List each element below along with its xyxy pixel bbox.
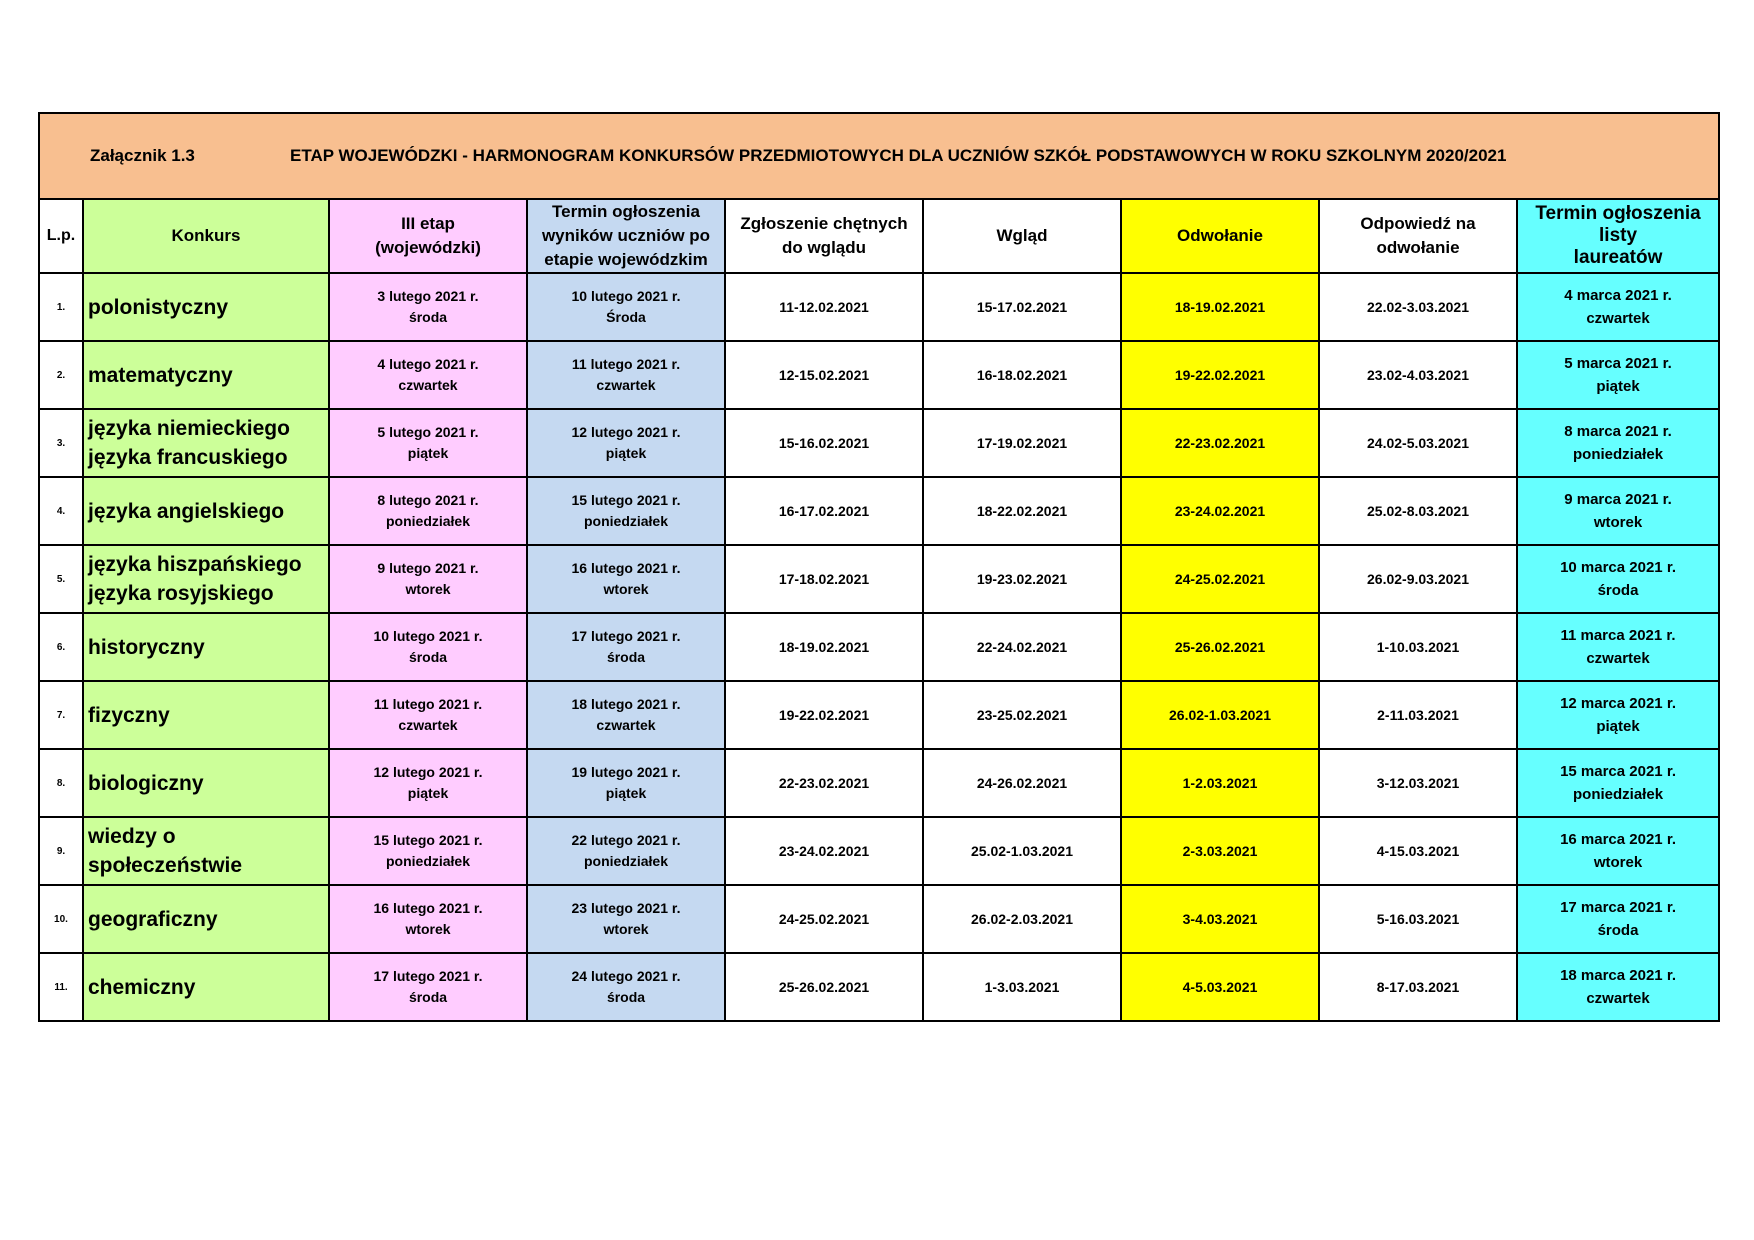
row-number (39, 953, 83, 1021)
laureates-date (1517, 613, 1719, 681)
appeal-date-text: 1-2.03.2021 (1182, 774, 1258, 791)
header-text-line: L.p. (46, 227, 76, 244)
appeal-response-date (1319, 409, 1517, 477)
inspection-date (923, 681, 1121, 749)
inspection-date (923, 749, 1121, 817)
inspection-date-text: 26.02-2.03.2021 (971, 910, 1073, 927)
laureates-date-text: 12 marca 2021 r. (1560, 695, 1676, 712)
table-row (39, 749, 1719, 817)
contest-name-text: języka francuskiego (88, 446, 288, 469)
results-date-text: wtorek (603, 921, 649, 937)
application-date-text: 19-22.02.2021 (778, 706, 870, 723)
table-row (39, 817, 1719, 885)
etap-date (329, 613, 527, 681)
laureates-date-text: 11 marca 2021 r. (1560, 627, 1676, 644)
results-date-text: 18 lutego 2021 r. (571, 696, 681, 712)
contest-name-text: języka angielskiego (88, 499, 285, 523)
header-text-line: Odpowiedź na (1360, 214, 1476, 233)
etap-date-text: 5 lutego 2021 r. (377, 424, 479, 440)
etap-date-text: 16 lutego 2021 r. (373, 900, 483, 916)
header-text-line: laureatów (1573, 247, 1663, 268)
results-date-text: 10 lutego 2021 r. (571, 288, 681, 304)
results-date-text: 24 lutego 2021 r. (571, 968, 681, 984)
laureates-date-text: wtorek (1593, 854, 1643, 871)
results-date-text: 12 lutego 2021 r. (571, 424, 681, 440)
etap-date (329, 409, 527, 477)
row-number-text: 5. (56, 573, 66, 585)
appeal-response-date-text: 8-17.03.2021 (1376, 978, 1460, 995)
table-row (39, 341, 1719, 409)
contest-name-text: języka niemieckiego (88, 417, 290, 440)
row-number (39, 477, 83, 545)
etap-date-text: czwartek (398, 717, 458, 733)
application-date (725, 681, 923, 749)
laureates-date-text: czwartek (1586, 650, 1650, 667)
laureates-date-text: wtorek (1593, 514, 1643, 531)
inspection-date-text: 18-22.02.2021 (976, 502, 1068, 519)
appeal-date (1121, 477, 1319, 545)
header-lp (39, 199, 83, 273)
etap-date-text: środa (408, 989, 448, 1005)
etap-date-text: środa (408, 649, 448, 665)
laureates-date (1517, 273, 1719, 341)
laureates-date (1517, 953, 1719, 1021)
application-date-text: 18-19.02.2021 (778, 638, 870, 655)
contest-name-text: wiedzy o społeczeństwie (88, 825, 243, 877)
laureates-date-text: poniedziałek (1573, 446, 1664, 463)
inspection-date-text: 19-23.02.2021 (976, 570, 1068, 587)
appeal-response-date-text: 26.02-9.03.2021 (1367, 570, 1469, 587)
laureates-date-text: piątek (1596, 378, 1640, 395)
row-number-text: 9. (56, 845, 66, 857)
application-date (725, 749, 923, 817)
etap-date-text: 15 lutego 2021 r. (373, 832, 483, 848)
row-number-text: 1. (56, 301, 66, 313)
header-text-line: listy (1599, 225, 1638, 246)
laureates-date-text: środa (1597, 582, 1639, 599)
laureates-date (1517, 885, 1719, 953)
inspection-date (923, 613, 1121, 681)
contest-name-text: języka rosyjskiego (88, 582, 274, 605)
appeal-response-date (1319, 273, 1517, 341)
annex-label: Załącznik 1.3 (90, 146, 195, 165)
row-number (39, 681, 83, 749)
contest-name (83, 273, 329, 341)
results-date-text: czwartek (596, 377, 656, 393)
appeal-date-text: 24-25.02.2021 (1174, 570, 1266, 587)
header-text-line: Termin ogłoszenia (552, 202, 700, 221)
contest-name (83, 749, 329, 817)
application-date (725, 817, 923, 885)
table-row (39, 953, 1719, 1021)
contest-name-text: historyczny (88, 635, 205, 659)
row-number (39, 613, 83, 681)
laureates-date-text: 17 marca 2021 r. (1560, 899, 1676, 916)
etap-date (329, 545, 527, 613)
laureates-date (1517, 409, 1719, 477)
application-date-text: 25-26.02.2021 (778, 978, 870, 995)
application-date-text: 22-23.02.2021 (778, 774, 870, 791)
results-date-text: poniedziałek (583, 513, 669, 529)
inspection-date-text: 1-3.03.2021 (984, 978, 1060, 995)
header-zgloszenie (725, 199, 923, 273)
column-header-row (39, 199, 1719, 273)
results-date-text: Środa (606, 309, 646, 325)
laureates-date-text: czwartek (1586, 310, 1650, 327)
results-date-text: 17 lutego 2021 r. (571, 628, 681, 644)
row-number (39, 273, 83, 341)
laureates-date (1517, 817, 1719, 885)
inspection-date-text: 24-26.02.2021 (976, 774, 1068, 791)
application-date-text: 11-12.02.2021 (779, 298, 869, 315)
contest-name (83, 953, 329, 1021)
appeal-response-date (1319, 545, 1517, 613)
appeal-date-text: 3-4.03.2021 (1182, 910, 1258, 927)
appeal-response-date-text: 24.02-5.03.2021 (1367, 434, 1469, 451)
laureates-date-text: 10 marca 2021 r. (1560, 559, 1676, 576)
application-date (725, 613, 923, 681)
laureates-date-text: 9 marca 2021 r. (1564, 491, 1672, 508)
appeal-response-date (1319, 681, 1517, 749)
inspection-date (923, 885, 1121, 953)
laureates-date (1517, 341, 1719, 409)
results-date (527, 409, 725, 477)
appeal-response-date (1319, 477, 1517, 545)
appeal-date-text: 23-24.02.2021 (1174, 502, 1266, 519)
header-text-line: Odwołanie (1177, 226, 1263, 245)
application-date (725, 953, 923, 1021)
header-text-line: (wojewódzki) (375, 238, 481, 257)
laureates-date (1517, 749, 1719, 817)
etap-date (329, 477, 527, 545)
header-text-line: Zgłoszenie chętnych (740, 214, 908, 233)
schedule-table (38, 112, 1720, 1022)
header-wglad (923, 199, 1121, 273)
inspection-date (923, 341, 1121, 409)
laureates-date (1517, 545, 1719, 613)
etap-date-text: 4 lutego 2021 r. (377, 356, 479, 372)
application-date-text: 23-24.02.2021 (778, 842, 870, 859)
contest-name (83, 885, 329, 953)
laureates-date-text: poniedziałek (1573, 786, 1664, 803)
laureates-date-text: czwartek (1586, 990, 1650, 1007)
row-number-text: 7. (56, 709, 66, 721)
header-text-line: odwołanie (1376, 238, 1460, 257)
row-number-text: 8. (56, 777, 66, 789)
results-date (527, 273, 725, 341)
contest-name-text: chemiczny (88, 975, 196, 999)
appeal-date-text: 22-23.02.2021 (1174, 434, 1266, 451)
results-date-text: 19 lutego 2021 r. (571, 764, 681, 780)
schedule-sheet (38, 112, 1718, 1022)
results-date (527, 681, 725, 749)
laureates-date-text: 4 marca 2021 r. (1564, 287, 1672, 304)
etap-date-text: piątek (407, 785, 449, 801)
appeal-response-date-text: 5-16.03.2021 (1376, 910, 1460, 927)
contest-name (83, 409, 329, 477)
appeal-response-date (1319, 817, 1517, 885)
results-date (527, 885, 725, 953)
header-text-line: III etap (401, 214, 455, 233)
application-date-text: 12-15.02.2021 (778, 366, 870, 383)
etap-date (329, 273, 527, 341)
row-number (39, 749, 83, 817)
contest-name (83, 681, 329, 749)
inspection-date-text: 22-24.02.2021 (976, 638, 1068, 655)
inspection-date-text: 25.02-1.03.2021 (971, 842, 1073, 859)
row-number-text: 10. (54, 913, 68, 925)
appeal-date (1121, 817, 1319, 885)
etap-date-text: poniedziałek (385, 513, 471, 529)
laureates-date-text: 15 marca 2021 r. (1560, 763, 1676, 780)
results-date (527, 341, 725, 409)
etap-date (329, 681, 527, 749)
results-date (527, 477, 725, 545)
laureates-date-text: środa (1597, 922, 1639, 939)
inspection-date (923, 273, 1121, 341)
inspection-date-text: 15-17.02.2021 (976, 298, 1068, 315)
header-iii-etap (329, 199, 527, 273)
etap-date-text: 8 lutego 2021 r. (377, 492, 479, 508)
header-text-line: do wglądu (781, 238, 867, 257)
appeal-date (1121, 613, 1319, 681)
results-date-text: 16 lutego 2021 r. (571, 560, 681, 576)
appeal-response-date (1319, 341, 1517, 409)
contest-name-text: polonistyczny (88, 295, 229, 319)
application-date (725, 885, 923, 953)
results-date (527, 613, 725, 681)
appeal-response-date-text: 25.02-8.03.2021 (1367, 502, 1469, 519)
header-laureaci (1517, 199, 1719, 273)
contest-name-text: geograficzny (88, 907, 218, 931)
row-number (39, 545, 83, 613)
row-number-text: 6. (56, 641, 66, 653)
header-text-line: Konkurs (171, 226, 241, 245)
appeal-date (1121, 885, 1319, 953)
etap-date-text: 10 lutego 2021 r. (373, 628, 483, 644)
etap-date-text: 3 lutego 2021 r. (377, 288, 479, 304)
inspection-date (923, 409, 1121, 477)
results-date-text: 11 lutego 2021 r. (571, 356, 681, 372)
laureates-date-text: piątek (1596, 718, 1640, 735)
appeal-date (1121, 341, 1319, 409)
results-date-text: 22 lutego 2021 r. (571, 832, 681, 848)
inspection-date (923, 545, 1121, 613)
table-row (39, 409, 1719, 477)
header-odwolanie (1121, 199, 1319, 273)
appeal-date (1121, 409, 1319, 477)
header-konkurs (83, 199, 329, 273)
table-row (39, 885, 1719, 953)
results-date (527, 545, 725, 613)
contest-name (83, 613, 329, 681)
row-number (39, 409, 83, 477)
appeal-date (1121, 273, 1319, 341)
appeal-response-date (1319, 953, 1517, 1021)
appeal-date-text: 4-5.03.2021 (1182, 978, 1258, 995)
appeal-response-date-text: 1-10.03.2021 (1376, 638, 1460, 655)
appeal-response-date (1319, 613, 1517, 681)
results-date-text: czwartek (596, 717, 656, 733)
appeal-response-date-text: 3-12.03.2021 (1376, 774, 1460, 791)
inspection-date-text: 23-25.02.2021 (976, 706, 1068, 723)
page-title: ETAP WOJEWÓDZKI - HARMONOGRAM KONKURSÓW PRZEDMIOTOWYCH DLA UCZNIÓW SZKÓŁ PODSTAWOWYCH W ROKU SZKOLNYM 2020/2021 (290, 146, 1507, 165)
results-date-text: piątek (605, 785, 647, 801)
title-row (39, 113, 1719, 199)
inspection-date (923, 953, 1121, 1021)
results-date (527, 817, 725, 885)
header-termin-wynikow (527, 199, 725, 273)
application-date (725, 477, 923, 545)
appeal-date (1121, 681, 1319, 749)
appeal-date-text: 19-22.02.2021 (1174, 366, 1266, 383)
laureates-date-text: 5 marca 2021 r. (1564, 355, 1672, 372)
laureates-date (1517, 681, 1719, 749)
row-number (39, 341, 83, 409)
appeal-response-date (1319, 749, 1517, 817)
etap-date (329, 885, 527, 953)
results-date-text: 15 lutego 2021 r. (571, 492, 681, 508)
laureates-date-text: 18 marca 2021 r. (1560, 967, 1676, 984)
etap-date-text: wtorek (405, 581, 451, 597)
results-date (527, 953, 725, 1021)
row-number-text: 3. (56, 437, 66, 449)
appeal-response-date (1319, 885, 1517, 953)
appeal-response-date-text: 23.02-4.03.2021 (1367, 366, 1469, 383)
results-date-text: wtorek (603, 581, 649, 597)
etap-date-text: piątek (407, 445, 449, 461)
results-date-text: środa (606, 649, 646, 665)
appeal-date-text: 26.02-1.03.2021 (1169, 706, 1271, 723)
row-number-text: 4. (56, 505, 66, 517)
inspection-date-text: 17-19.02.2021 (976, 434, 1068, 451)
title-cell (39, 113, 1719, 199)
etap-date-text: 17 lutego 2021 r. (373, 968, 483, 984)
application-date (725, 409, 923, 477)
header-text-line: etapie wojewódzkim (544, 250, 708, 269)
etap-date-text: 9 lutego 2021 r. (377, 560, 479, 576)
etap-date-text: 12 lutego 2021 r. (373, 764, 483, 780)
application-date-text: 16-17.02.2021 (778, 502, 870, 519)
etap-date-text: środa (408, 309, 448, 325)
contest-name-text: języka hiszpańskiego (88, 553, 302, 576)
inspection-date (923, 817, 1121, 885)
table-row (39, 613, 1719, 681)
appeal-response-date-text: 22.02-3.03.2021 (1367, 298, 1469, 315)
appeal-date-text: 2-3.03.2021 (1182, 842, 1258, 859)
application-date-text: 24-25.02.2021 (778, 910, 870, 927)
application-date-text: 15-16.02.2021 (778, 434, 870, 451)
contest-name-text: biologiczny (88, 771, 204, 795)
application-date (725, 545, 923, 613)
etap-date (329, 953, 527, 1021)
row-number-text: 2. (56, 369, 66, 381)
application-date (725, 341, 923, 409)
appeal-date (1121, 545, 1319, 613)
appeal-response-date-text: 4-15.03.2021 (1376, 842, 1460, 859)
appeal-response-date-text: 2-11.03.2021 (1377, 706, 1459, 723)
row-number (39, 817, 83, 885)
results-date (527, 749, 725, 817)
appeal-date-text: 18-19.02.2021 (1174, 298, 1266, 315)
contest-name (83, 545, 329, 613)
results-date-text: piątek (605, 445, 647, 461)
contest-name (83, 477, 329, 545)
results-date-text: 23 lutego 2021 r. (571, 900, 681, 916)
etap-date-text: poniedziałek (385, 853, 471, 869)
inspection-date-text: 16-18.02.2021 (976, 366, 1068, 383)
etap-date-text: czwartek (398, 377, 458, 393)
application-date (725, 273, 923, 341)
etap-date-text: wtorek (405, 921, 451, 937)
etap-date (329, 341, 527, 409)
inspection-date (923, 477, 1121, 545)
results-date-text: środa (606, 989, 646, 1005)
header-text-line: Termin ogłoszenia (1535, 203, 1701, 224)
appeal-date-text: 25-26.02.2021 (1174, 638, 1266, 655)
contest-name (83, 817, 329, 885)
header-text-line: Wgląd (996, 226, 1048, 245)
table-body (39, 273, 1719, 1021)
contest-name (83, 341, 329, 409)
table-row (39, 681, 1719, 749)
table-row (39, 545, 1719, 613)
contest-name-text: matematyczny (88, 363, 233, 387)
results-date-text: poniedziałek (583, 853, 669, 869)
etap-date (329, 749, 527, 817)
etap-date-text: 11 lutego 2021 r. (373, 696, 483, 712)
header-odpowiedz (1319, 199, 1517, 273)
row-number-text: 11. (54, 981, 68, 993)
laureates-date (1517, 477, 1719, 545)
laureates-date-text: 16 marca 2021 r. (1560, 831, 1676, 848)
header-text-line: wyników uczniów po (541, 226, 711, 245)
appeal-date (1121, 749, 1319, 817)
contest-name-text: fizyczny (88, 703, 170, 727)
etap-date (329, 817, 527, 885)
row-number (39, 885, 83, 953)
appeal-date (1121, 953, 1319, 1021)
table-row (39, 477, 1719, 545)
laureates-date-text: 8 marca 2021 r. (1564, 423, 1672, 440)
application-date-text: 17-18.02.2021 (778, 570, 870, 587)
table-row (39, 273, 1719, 341)
